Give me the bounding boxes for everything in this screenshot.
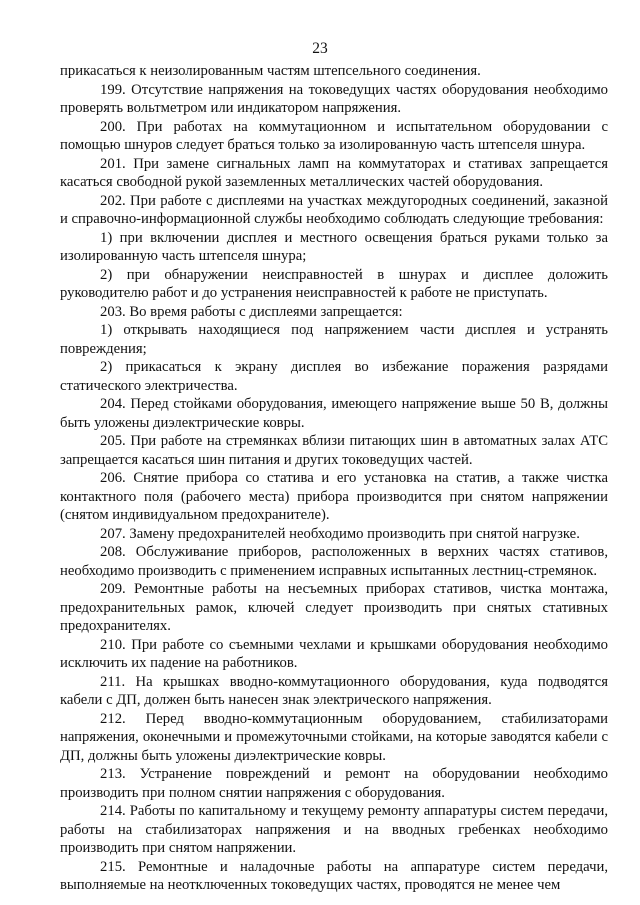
paragraph-203-1: 1) открывать находящиеся под напряжением части дисплея и устранять повреждения; xyxy=(60,322,608,357)
page-body xyxy=(60,62,608,895)
paragraph-205: 205. При работе на стремянках вблизи питающих шин в автоматных залах АТС запрещается касаться шин питания и других токоведущих частей. xyxy=(60,433,608,468)
paragraph-206: 206. Снятие прибора со статива и его установка на статив, а также чистка контактного поля (рабочего места) прибора производится при снятом напряжении (снятом индивидуальном предохранителе). xyxy=(60,470,608,523)
paragraph-204: 204. Перед стойками оборудования, имеющего напряжение выше 50 В, должны быть уложены диэлектрические ковры. xyxy=(60,396,608,431)
paragraph-202: 202. При работе с дисплеями на участках междугородных соединений, заказной и справочно-информационной службы необходимо соблюдать следующие требования: xyxy=(60,192,608,227)
paragraph-209: 209. Ремонтные работы на несъемных приборах стативов, чистка монтажа, предохранительных рамок, ключей следует производить при снятых стативных предохранителях. xyxy=(60,581,608,634)
paragraph-214: 214. Работы по капитальному и текущему ремонту аппаратуры систем передачи, работы на стабилизаторах напряжения и на вводных гребенках необходимо производить при снятом напряжении. xyxy=(60,803,608,856)
paragraph-203: 203. Во время работы с дисплеями запрещается: xyxy=(100,303,403,320)
paragraph-203-2: 2) прикасаться к экрану дисплея во избежание поражения разрядами статического электричества. xyxy=(60,359,608,394)
paragraph-cont: прикасаться к неизолированным частям штепсельного соединения. xyxy=(60,63,481,79)
paragraph-202-2: 2) при обнаружении неисправностей в шнурах и дисплее доложить руководителю работ и до устранения неисправностей к работе не приступать. xyxy=(60,266,608,301)
paragraph-200: 200. При работах на коммутационном и испытательном оборудовании с помощью шнуров следует браться только за изолированную часть штепселя шнура. xyxy=(60,118,608,153)
paragraph-215: 215. Ремонтные и наладочные работы на аппаратуре систем передачи, выполняемые на неотключенных токоведущих частях, проводятся не менее чем xyxy=(60,858,608,893)
paragraph-210: 210. При работе со съемными чехлами и крышками оборудования необходимо исключить их падение на работников. xyxy=(60,636,608,671)
paragraph-207: 207. Замену предохранителей необходимо производить при снятой нагрузке. xyxy=(100,525,580,542)
paragraph-212: 212. Перед вводно-коммутационным оборудованием, стабилизаторами напряжения, оконечными и промежуточными стойками, на которые заводятся кабели с ДП, должны быть уложены диэлектрические ковры. xyxy=(60,710,608,764)
page-number: 23 xyxy=(312,40,328,57)
paragraph-201: 201. При замене сигнальных ламп на коммутаторах и стативах запрещается касаться свободной рукой заземленных металлических частей оборудования. xyxy=(60,155,608,190)
paragraph-199: 199. Отсутствие напряжения на токоведущих частях оборудования необходимо проверять вольтметром или индикатором напряжения. xyxy=(60,81,608,116)
paragraph-213: 213. Устранение повреждений и ремонт на оборудовании необходимо производить при полном снятии напряжения с оборудования. xyxy=(60,766,608,801)
paragraph-208: 208. Обслуживание приборов, расположенных в верхних частях стативов, необходимо производить с применением исправных испытанных лестниц-стремянок. xyxy=(60,544,608,579)
paragraph-211: 211. На крышках вводно-коммутационного оборудования, куда подводятся кабели с ДП, должен быть нанесен знак электрического напряжения. xyxy=(60,673,608,708)
paragraph-202-1: 1) при включении дисплея и местного освещения браться руками только за изолированную часть штепселя шнура; xyxy=(60,229,608,264)
